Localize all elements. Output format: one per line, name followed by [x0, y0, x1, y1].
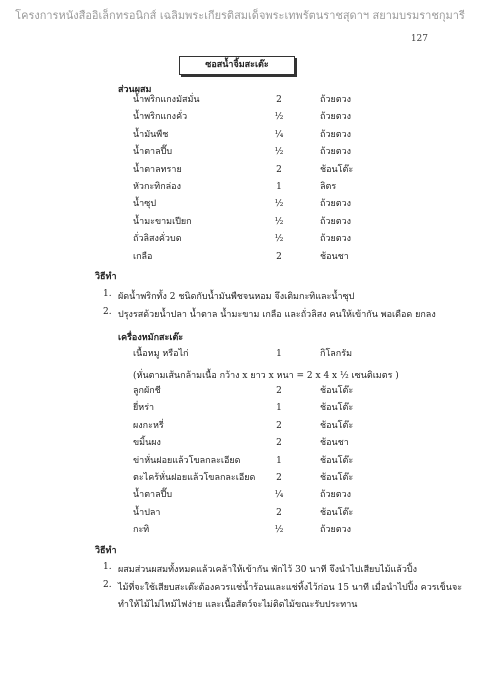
- ingredient-unit: ช้อนโต๊ะ: [320, 507, 354, 518]
- ingredient-row: [0, 523, 480, 537]
- ingredient-qty: 1: [276, 455, 282, 466]
- ingredient-name: น้ำมะขามเปียก: [133, 216, 192, 227]
- ingredient-name: กะทิ: [133, 525, 150, 536]
- method-heading-2: วิธีทำ: [95, 546, 117, 556]
- ingredient-name: เนื้อหมู หรือไก่: [133, 349, 189, 359]
- page-header: โครงการหนังสืออิเล็กทรอนิกส์ เฉลิมพระเกียรติสมเด็จพระเทพรัตนราชสุดาฯ สยามบรมราชกุมารี: [15, 9, 465, 22]
- ingredient-row: [0, 180, 480, 194]
- ingredient-name: น้ำพริกแกงคั่ว: [133, 112, 188, 123]
- ingredient-row: [0, 401, 480, 415]
- page-number: 127: [410, 34, 428, 44]
- ingredients-heading: ส่วนผสม: [118, 85, 152, 95]
- step-text: ปรุงรสด้วยน้ำปลา น้ำตาล น้ำมะขาม เกลือ และถั่วลิสง คนให้เข้ากัน พอเดือด ยกลง: [118, 310, 436, 320]
- step-text: ผสมส่วนผสมทั้งหมดแล้วเคล้าให้เข้ากัน พักไว้ 30 นาที จึงนำไปเสียบไม้แล้วปิ้ง: [118, 565, 417, 575]
- ingredient-qty: 2: [276, 386, 282, 396]
- ingredient-qty: ¼: [274, 490, 284, 501]
- ingredient-qty: 2: [276, 164, 282, 175]
- ingredient-row: [0, 436, 480, 450]
- ingredient-unit: ถ้วยตวง: [320, 234, 352, 245]
- ingredient-unit: ถ้วยตวง: [320, 216, 352, 227]
- ingredient-qty: ½: [274, 525, 284, 536]
- ingredient-qty: ½: [274, 199, 284, 210]
- ingredient-qty: ½: [274, 112, 284, 123]
- ingredient-name: ยี่หร่า: [133, 403, 155, 414]
- step-text-continued: ทำให้ไม้ไม่ไหม้ไฟง่าย และเนื้อสัตว์จะไม่ติดไม้ขณะรับประทาน: [118, 600, 358, 610]
- ingredient-unit: ลิตร: [320, 182, 337, 192]
- ingredient-row: [0, 197, 480, 211]
- step-text: ไม้ที่จะใช้เสียบสะเต๊ะต้องควรแช่น้ำร้อนและแช่ทิ้งไว้ก่อน 15 นาที เมื่อนำไปปิ้ง ควรเข็นจะ: [118, 583, 463, 593]
- ingredient-row: [0, 232, 480, 246]
- ingredient-unit: ถ้วยตวง: [320, 525, 352, 536]
- ingredient-qty: ½: [274, 216, 284, 227]
- ingredient-name: ถั่วลิสงคั่วบด: [133, 234, 182, 245]
- ingredient-row: [0, 384, 480, 398]
- ingredient-row: [0, 163, 480, 177]
- ingredient-unit: ช้อนชา: [320, 438, 349, 449]
- cut-note: (หั่นตามเส้นกล้ามเนื้อ กว้าง x ยาว x หนา = 2 x 4 x ½ เซนติเมตร ): [133, 371, 399, 381]
- ingredient-unit: ช้อนชา: [320, 251, 349, 262]
- ingredient-name: ตะไคร้หั่นฝอยแล้วโขลกละเอียด: [133, 473, 256, 483]
- ingredient-qty: 2: [276, 95, 282, 105]
- step-number: 1.: [103, 289, 112, 299]
- ingredient-qty: ¼: [274, 129, 284, 140]
- ingredient-row: [0, 128, 480, 142]
- ingredient-qty: 2: [276, 507, 282, 518]
- ingredient-unit: ช้อนโต๊ะ: [320, 455, 354, 466]
- ingredient-unit: กิโลกรัม: [320, 349, 353, 359]
- ingredient-name: น้ำตาลปี๊บ: [133, 490, 173, 501]
- ingredient-unit: ถ้วยตวง: [320, 147, 352, 158]
- ingredient-name: น้ำซุป: [133, 199, 157, 210]
- ingredient-qty: 2: [276, 420, 282, 431]
- ingredient-name: ขมิ้นผง: [133, 438, 161, 449]
- step-number: 2.: [103, 580, 112, 590]
- ingredient-unit: ถ้วยตวง: [320, 199, 352, 210]
- ingredient-unit: ช้อนโต๊ะ: [320, 473, 354, 483]
- ingredient-qty: 2: [276, 251, 282, 262]
- ingredient-name: น้ำมันพืช: [133, 129, 169, 140]
- marinade-first-row: [0, 347, 480, 361]
- ingredient-qty: 1: [276, 349, 282, 359]
- ingredient-unit: ช้อนโต๊ะ: [320, 420, 354, 431]
- step-number: 2.: [103, 307, 112, 317]
- ingredient-name: หัวกะทิกล่อง: [133, 182, 181, 192]
- ingredient-row: [0, 110, 480, 124]
- ingredient-name: ข่าหั่นฝอยแล้วโขลกละเอียด: [133, 455, 241, 466]
- ingredient-name: เกลือ: [133, 251, 153, 262]
- ingredient-unit: ถ้วยตวง: [320, 95, 352, 105]
- method-heading-1: วิธีทำ: [95, 272, 117, 282]
- step-number: 1.: [103, 562, 112, 572]
- ingredient-row: [0, 454, 480, 468]
- ingredient-qty: 1: [276, 182, 282, 192]
- ingredient-unit: ช้อนโต๊ะ: [320, 164, 354, 175]
- ingredient-name: ผงกะหรี่: [133, 420, 164, 431]
- recipe-title: ซอสน้ำจิ้มสะเต๊ะ: [179, 56, 295, 75]
- ingredient-qty: ½: [274, 234, 284, 245]
- ingredient-qty: ½: [274, 147, 284, 158]
- ingredient-row: [0, 471, 480, 485]
- step-text: ผัดน้ำพริกทั้ง 2 ชนิดกับน้ำมันพืชจนหอม จึงเติมกะทิและน้ำซุป: [118, 292, 355, 302]
- ingredient-row: [0, 419, 480, 433]
- ingredient-row: [0, 145, 480, 159]
- ingredient-unit: ถ้วยตวง: [320, 490, 352, 501]
- ingredient-row: [0, 250, 480, 264]
- ingredient-row: [0, 215, 480, 229]
- ingredient-unit: ถ้วยตวง: [320, 112, 352, 123]
- marinade-heading: เครื่องหมักสะเต๊ะ: [118, 333, 184, 343]
- ingredient-unit: ช้อนโต๊ะ: [320, 403, 354, 414]
- ingredient-row: [0, 506, 480, 520]
- ingredient-qty: 1: [276, 403, 282, 414]
- ingredient-qty: 2: [276, 473, 282, 483]
- ingredient-unit: ถ้วยตวง: [320, 129, 352, 140]
- ingredient-unit: ช้อนโต๊ะ: [320, 386, 354, 396]
- ingredient-name: น้ำตาลทราย: [133, 164, 182, 175]
- ingredient-row: [0, 488, 480, 502]
- ingredient-name: น้ำปลา: [133, 507, 161, 518]
- ingredient-row: [0, 93, 480, 107]
- ingredient-name: น้ำตาลปี๊บ: [133, 147, 173, 158]
- ingredient-qty: 2: [276, 438, 282, 449]
- ingredient-name: ลูกผักชี: [133, 386, 161, 396]
- ingredient-name: น้ำพริกแกงมัสมั่น: [133, 95, 200, 105]
